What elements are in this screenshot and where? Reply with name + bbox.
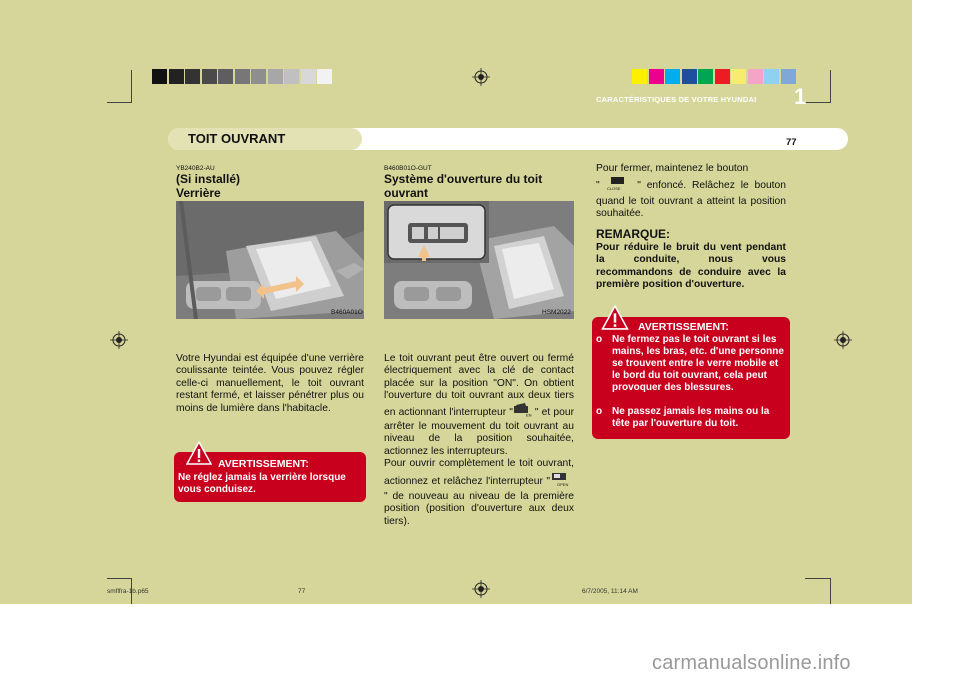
registration-mark-icon	[110, 331, 128, 349]
instruction-text: " enfoncé. Relâchez le bouton quand le toit ouvrant a atteint la position souhaitée.	[596, 180, 786, 220]
color-swatch	[649, 69, 664, 84]
open-label: OPEN	[557, 481, 569, 487]
warning-title: AVERTISSEMENT:	[638, 321, 729, 333]
close-label: CLOSE	[607, 186, 622, 192]
remark-title: REMARQUE:	[596, 227, 670, 241]
color-swatch	[731, 69, 746, 84]
gray-swatch	[251, 69, 266, 84]
color-swatch	[632, 69, 647, 84]
quote-mark: "	[596, 180, 600, 192]
footer-filename: smflfra-1b.p65	[107, 588, 149, 595]
subheading-installed: (Si installé)	[176, 172, 241, 186]
sunroof-instructions	[384, 353, 574, 528]
gray-swatch	[301, 69, 316, 84]
gray-swatch	[169, 69, 184, 84]
gray-swatch	[268, 69, 283, 84]
instruction-text: Le toit ouvrant peut être ouvert ou fermé électriquement avec la clé de contact placée sur la position "ON". On obtient l'ouverture du toit ouvrant aux deux tiers en actionnant l'interrupteur "	[384, 353, 574, 418]
chapter-label: CARACTÉRISTIQUES DE VOTRE HYUNDAI	[596, 95, 757, 104]
image-caption: B460A01O	[331, 309, 363, 316]
color-swatch	[764, 69, 779, 84]
subheading-glass-roof: Verrière	[176, 186, 221, 200]
chapter-number: 1	[794, 84, 807, 109]
registration-mark-icon	[472, 580, 490, 598]
footer-datetime: 6/7/2005, 11:14 AM	[582, 588, 638, 595]
color-swatch	[682, 69, 697, 84]
registration-mark-icon	[472, 68, 490, 86]
crop-mark	[805, 578, 831, 579]
subheading-sunroof-system: Système d'ouverture du toit	[384, 172, 543, 186]
color-swatch	[715, 69, 730, 84]
instruction-text: Pour ouvrir complètement le toit ouvrant, actionnez et relâchez l'interrupteur "	[384, 458, 574, 487]
sunroof-switch-photo	[384, 201, 574, 319]
color-swatch	[748, 69, 763, 84]
color-swatch	[665, 69, 680, 84]
warning-triangle-icon	[186, 441, 212, 470]
registration-mark-icon	[834, 331, 852, 349]
warning-title: AVERTISSEMENT:	[218, 458, 309, 470]
instruction-text: " de nouveau au niveau de la première position (position d'ouverture aux deux tiers).	[384, 491, 574, 527]
color-swatch	[698, 69, 713, 84]
gray-swatch	[284, 69, 299, 84]
crop-mark	[107, 102, 132, 103]
warning-item: Ne passez jamais les mains ou la tête par l'ouverture du toit.	[612, 406, 770, 429]
close-instructions	[596, 163, 786, 221]
image-caption: HSM2022	[542, 309, 571, 316]
footer-page: 77	[298, 588, 306, 595]
sunroof-tilt-switch-icon	[513, 403, 535, 421]
warning-box	[592, 317, 790, 439]
section-title: TOIT OUVRANT	[188, 131, 286, 146]
warning-bullet: o	[596, 334, 603, 345]
instruction-text: Pour fermer, maintenez le bouton	[596, 163, 749, 174]
crop-mark	[805, 102, 831, 103]
page-number: 77	[786, 137, 797, 148]
section-code: YB240B2-AU	[176, 165, 215, 172]
gray-swatch	[317, 69, 332, 84]
gray-swatch	[185, 69, 200, 84]
sunroof-open-switch-icon	[550, 471, 574, 491]
warning-bullet: o	[596, 406, 603, 417]
glass-roof-photo	[176, 201, 364, 319]
gray-swatch	[235, 69, 250, 84]
instruction-text: " et pour arrêter le mouvement du toit ouvrant au niveau de la position souhaitée, actionnez les interrupteurs.	[384, 406, 574, 457]
color-swatch	[781, 69, 796, 84]
section-code: B460B01O-GUT	[384, 165, 432, 172]
gray-swatch	[202, 69, 217, 84]
remark-text: Pour réduire le bruit du vent pendant la conduite, nous vous recommandons de conduire avec la première position d'ouverture.	[596, 242, 786, 291]
glass-roof-description: Votre Hyundai est équipée d'une verrière coulissante teintée. Vous pouvez régler celle-ci manuellement, le toit ouvrant restant fermé, et laisser pénétrer plus ou moins de lumière dans l'habitacle.	[176, 353, 364, 414]
subheading-sunroof: ouvrant	[384, 186, 429, 200]
watermark-link[interactable]: carmanualsonline.info	[652, 652, 851, 674]
gray-swatch	[218, 69, 233, 84]
svg-text:EN: EN	[525, 412, 532, 417]
warning-triangle-icon	[601, 305, 629, 335]
sunroof-close-switch-icon	[605, 175, 631, 195]
gray-swatch	[152, 69, 167, 84]
crop-mark	[131, 70, 132, 103]
crop-mark	[830, 70, 831, 103]
crop-mark	[107, 578, 132, 579]
crop-mark	[830, 578, 831, 604]
warning-text: Ne réglez jamais la verrière lorsque vous conduisez.	[178, 472, 346, 495]
warning-item: Ne fermez pas le toit ouvrant si les mains, les bras, etc. d'une personne se trouvent entre le verre mobile et le bord du toit ouvrant, cela peut provoquer des blessures.	[612, 334, 784, 393]
